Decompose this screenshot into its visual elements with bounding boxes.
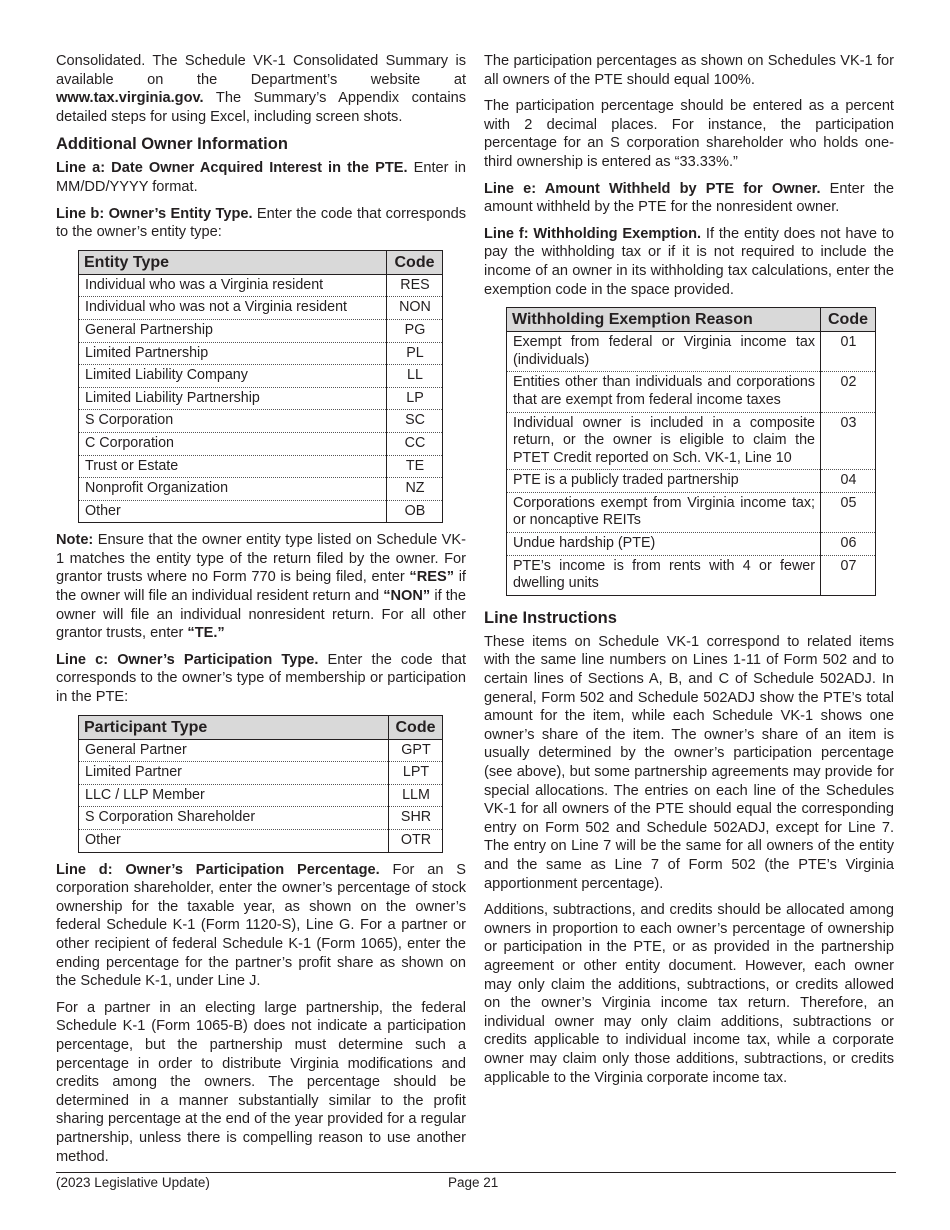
code-cell: 05 [821,492,876,532]
line-f-lead: Line f: Withholding Exemption. [484,225,702,242]
line-b-lead: Line b: Owner’s Entity Type. [56,205,253,222]
intro-text-1: Consolidated. The Schedule VK-1 Consolidated Summary is available on the Department’s website at [56,53,466,88]
entity-type-header: Entity Type [79,250,387,274]
entity-type-cell: S Corporation [79,410,387,433]
code-cell: TE [387,455,443,478]
table-header-row [79,250,443,274]
line-f-text: If the entity does not have to pay the withholding tax or if it is not required to include the income of an owner in its withholding tax calculations, enter the exemption code in the space provided. [484,225,894,298]
line-b-text: Enter the code that corresponds to the owner’s entity type: [56,205,466,241]
code-cell: NZ [387,478,443,501]
exemption-reason-cell: Corporations exempt from Virginia income tax; or noncaptive REITs [507,492,821,532]
code-cell: OB [387,500,443,523]
code-cell: PL [387,342,443,365]
note-te-code: “TE.” [187,625,225,642]
large-partnership-paragraph: For a partner in an electing large partnership, the federal Schedule K-1 (Form 1065-B) does not indicate a participation percentage, but the partnership must determine such a percentage in order to distribute Virginia modifications and credits among the owners. The percentage should be determined in a manner substantially similar to the profit sharing percentage at the end of the year provided for a regular partnership, unless there is compelling reason to use another method. [56,999,466,1165]
code-cell: 03 [821,412,876,470]
participant-type-cell: Other [79,830,389,853]
entity-type-cell: Trust or Estate [79,455,387,478]
code-cell: LP [387,387,443,410]
table-row [79,478,443,501]
table-row [79,274,443,297]
right-column [484,52,894,1095]
exemption-reason-cell: PTE’s income is from rents with 4 or fewer dwelling units [507,555,821,595]
line-c-text: Enter the code that corresponds to the owner’s type of membership or participation in the PTE: [56,651,467,706]
entity-type-cell: Other [79,500,387,523]
table-row [79,807,443,830]
code-cell: 02 [821,372,876,412]
additional-owner-heading: Additional Owner Information [56,135,288,154]
line-d-lead: Line d: Owner’s Participation Percentage. [56,861,380,878]
table-row [79,739,443,762]
table-row [507,555,876,595]
entity-type-cell: Nonprofit Organization [79,478,387,501]
participant-type-table [78,715,443,853]
table-row [79,432,443,455]
participant-type-cell: S Corporation Shareholder [79,807,389,830]
entity-type-cell: General Partnership [79,319,387,342]
entity-type-cell: C Corporation [79,432,387,455]
line-instructions-heading: Line Instructions [484,608,617,627]
line-e-paragraph [484,180,894,217]
exemption-reason-cell: Individual owner is included in a composite return, or the owner is eligible to claim the PTET Credit reported on Sch. VK-1, Line 10 [507,412,821,470]
table-row [507,332,876,372]
entity-type-cell: Limited Partnership [79,342,387,365]
code-header: Code [821,308,876,332]
line-a-lead: Line a: Date Owner Acquired Interest in the PTE. [56,160,408,177]
table-row [507,470,876,493]
table-header-row [79,715,443,739]
note-lead: Note: [56,532,94,549]
line-b-paragraph [56,205,466,242]
table-row [79,762,443,785]
withholding-exemption-table [506,307,876,596]
line-d-paragraph [56,861,466,991]
line-d-text: For an S corporation shareholder, enter the owner’s percentage of stock ownership for the taxable year, as shown on the owner’s federal Schedule K-1 (Form 1120-S), Line G. For a partner or other recipient of federal Schedule K-1 (Form 1065), enter the ending percentage for the partner’s profit share as shown on the Schedule K-1, under Line J. [56,861,466,990]
code-cell: SHR [389,807,443,830]
code-cell: 01 [821,332,876,372]
line-a-paragraph [56,159,466,196]
exemption-reason-cell: Undue hardship (PTE) [507,533,821,556]
participant-type-header: Participant Type [79,715,389,739]
code-cell: SC [387,410,443,433]
code-cell: LLM [389,784,443,807]
note-paragraph [56,531,466,643]
note-non-code: “NON” [383,588,431,605]
exemption-reason-header: Withholding Exemption Reason [507,308,821,332]
intro-paragraph [56,52,466,126]
table-row [507,492,876,532]
note-text-2: if the owner will file an individual resident return and [56,569,466,605]
table-row [507,372,876,412]
participant-type-cell: Limited Partner [79,762,389,785]
intro-text-2: The Summary’s Appendix contains detailed steps for using Excel, including screen shots. [56,90,466,125]
table-row [79,342,443,365]
department-website-url: www.tax.virginia.gov. [56,90,204,107]
code-cell: RES [387,274,443,297]
line-e-lead: Line e: Amount Withheld by PTE for Owner. [484,180,821,197]
entity-type-table [78,250,443,524]
exemption-reason-cell: PTE is a publicly traded partnership [507,470,821,493]
code-cell: PG [387,319,443,342]
code-cell: CC [387,432,443,455]
code-cell: 06 [821,533,876,556]
table-row [79,500,443,523]
page-number: Page 21 [448,1175,499,1190]
note-text-1: Ensure that the owner entity type listed on Schedule VK-1 matches the entity type of the return filed by the owner. For grantor trusts where no Form 770 is being filed, enter [56,532,466,586]
exemption-reason-cell: Exempt from federal or Virginia income tax (individuals) [507,332,821,372]
note-res-code: “RES” [409,569,455,586]
table-row [79,297,443,320]
code-cell: GPT [389,739,443,762]
table-row [79,784,443,807]
line-f-paragraph [484,225,894,299]
percentage-total-paragraph: The participation percentages as shown on Schedules VK-1 for all owners of the PTE should equal 100%. [484,53,894,88]
entity-type-cell: Individual who was not a Virginia resident [79,297,387,320]
code-cell: LPT [389,762,443,785]
code-cell: LL [387,365,443,388]
table-row [79,319,443,342]
participant-type-cell: LLC / LLP Member [79,784,389,807]
table-row [79,410,443,433]
table-row [79,365,443,388]
line-items-paragraph: These items on Schedule VK-1 correspond to related items with the same line numbers on Lines 1-11 of Form 502 and to certain lines of Sections A, B, and C of Schedule 502ADJ. In general, Form 502 and Schedule 502ADJ show the PTE’s total amount for the item, while each Schedule VK-1 shows one owner’s share of the item. The owner’s share of an item is usually determined by the owner’s participation percentage (see above), but some partnership agreements may provide for special allocations. The entries on each line of the Schedules VK-1 for all owners of the PTE should equal the corresponding entry on Form 502 and Schedule 502ADJ, except for Line 7. The entry on Line 7 will be the same for all owners of the entity and the same as Line 7 of Form 502 (the PTE’s Virginia apportionment percentage). [484,633,894,892]
table-row [79,387,443,410]
entity-type-cell: Limited Liability Partnership [79,387,387,410]
code-cell: 07 [821,555,876,595]
code-cell: NON [387,297,443,320]
code-cell: 04 [821,470,876,493]
code-header: Code [389,715,443,739]
table-header-row [507,308,876,332]
additions-paragraph: Additions, subtractions, and credits should be allocated among owners in proportion to each owner’s percentage of ownership or participation in the PTE, or as provided in the partnership agreement or other entity document. However, each owner may only claim the additions, subtractions, or credits allowed on the owner’s Virginia income tax return. Therefore, an individual owner may only claim additions, subtractions or credits applicable to individual income tax, while a corporate owner may claim only those additions, subtractions, or credits applicable to the Virginia corporate income tax. [484,902,894,1086]
line-c-paragraph [56,651,466,707]
exemption-reason-cell: Entities other than individuals and corporations that are exempt from federal income taxes [507,372,821,412]
table-row [507,412,876,470]
table-row [79,455,443,478]
code-header: Code [387,250,443,274]
entity-type-cell: Individual who was a Virginia resident [79,274,387,297]
footer-edition: (2023 Legislative Update) [56,1175,210,1190]
left-column [56,52,466,1174]
entity-type-cell: Limited Liability Company [79,365,387,388]
line-e-text: Enter the amount withheld by the PTE for the nonresident owner. [484,180,894,216]
line-a-text: Enter in MM/DD/YYYY format. [56,160,466,195]
footer-rule [56,1172,896,1173]
line-c-lead: Line c: Owner’s Participation Type. [56,651,319,668]
percentage-format-paragraph: The participation percentage should be entered as a percent with 2 decimal places. For instance, the participation percentage for an S corporation shareholder who holds one-third ownership is entered as “33.33%.” [484,98,894,170]
participant-type-cell: General Partner [79,739,389,762]
table-row [79,830,443,853]
note-text-3: if the owner will file an individual nonresident return. For all other grantor trusts, enter [56,588,466,642]
code-cell: OTR [389,830,443,853]
table-row [507,533,876,556]
